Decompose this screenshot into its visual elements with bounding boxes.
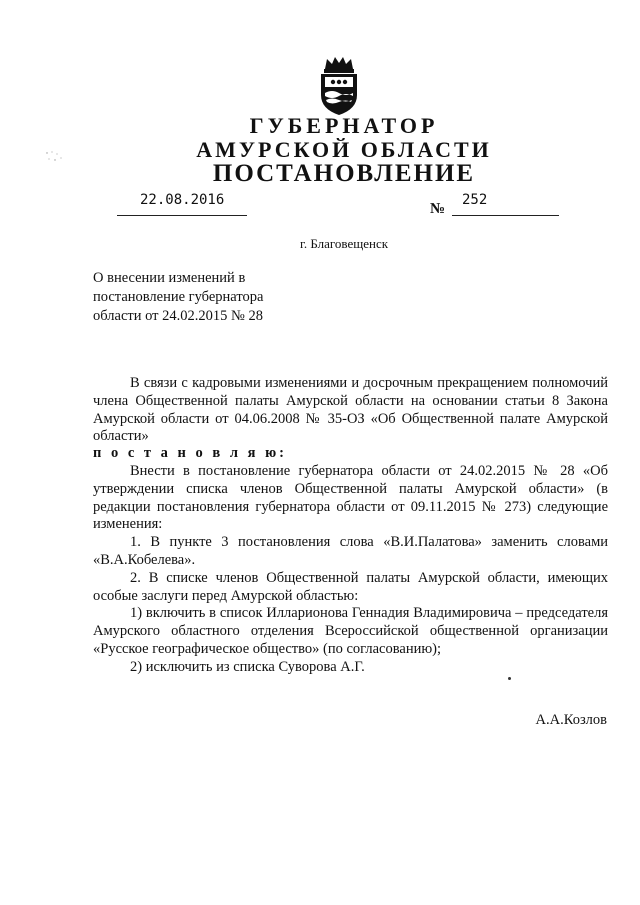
- amur-region-emblem-icon: [313, 55, 365, 117]
- subject-line: области от 24.02.2015 № 28: [93, 308, 263, 324]
- document-number: 252: [462, 192, 488, 208]
- item-1: 1. В пункте 3 постановления слова «В.И.Палатова» заменить словами «В.А.Кобелева».: [93, 534, 608, 568]
- intro-paragraph: Внести в постановление губернатора области от 24.02.2015 № 28 «Об утверждении списка членов Общественной палаты Амурской области» (в редакции постановления губернатора области от 09.11.2015 № 273) следующие изменения:: [93, 463, 608, 533]
- date-underline: [117, 215, 247, 216]
- number-underline: [452, 215, 559, 216]
- item-2-subitem-2: 2) исключить из списка Суворова А.Г.: [130, 659, 365, 675]
- signature-name: А.А.Козлов: [535, 712, 607, 728]
- document-type: ПОСТАНОВЛЕНИЕ: [212, 160, 476, 187]
- item-2-subitem-1: 1) включить в список Илларионова Геннадия Владимировича – председателя Амурского областного отделения Всероссийской общественной организации «Русское географическое общество» (по согласованию);: [93, 605, 608, 657]
- ink-speck: [508, 677, 511, 680]
- header-title-line1: ГУБЕРНАТОР: [249, 113, 439, 138]
- decree-word: п о с т а н о в л я ю:: [93, 445, 287, 461]
- item-2: 2. В списке членов Общественной палаты Амурской области, имеющих особые заслуги перед Амурской областью:: [93, 570, 608, 604]
- header-title-line2: АМУРСКОЙ ОБЛАСТИ: [196, 137, 492, 162]
- document-subject: [93, 269, 353, 326]
- number-sign: №: [430, 201, 446, 217]
- preamble-paragraph: В связи с кадровыми изменениями и досрочным прекращением полномочий члена Общественной палаты Амурской области на основании статьи 8 Закона Амурской области от 04.06.2008 № 35-ОЗ «Об Общественной палате Амурской области»: [93, 375, 608, 445]
- subject-line: постановление губернатора: [93, 289, 264, 305]
- subject-line: О внесении изменений в: [93, 270, 246, 286]
- city: г. Благовещенск: [300, 236, 389, 251]
- document-date: 22.08.2016: [140, 192, 225, 208]
